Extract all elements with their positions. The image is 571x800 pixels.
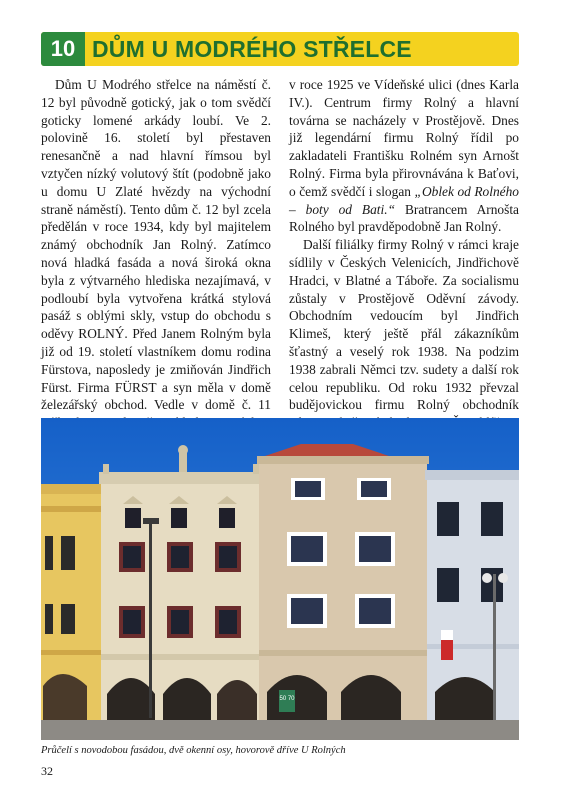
slogan: „Oblek od Rolného – boty od Bati.“	[289, 183, 519, 217]
house-photo	[41, 418, 519, 740]
facade-illustration	[41, 418, 519, 740]
main-house	[257, 444, 429, 720]
paragraph-2-text: v roce 1925 ve Vídeňské ulici (dnes Karla IV.). Centrum firmy Rolný a hlavní továrna se nacházely v Prostějově. Dnes již legendární firmu Rolný řídil po zakladateli Františku Rolném syn Arnošt Rolný. Firma byla přirovnávána k Baťovi, o čemž svědčí i slogan	[289, 77, 519, 199]
paragraph-2	[289, 76, 519, 236]
door-sign: 50 70	[279, 696, 295, 702]
page-number: 32	[41, 764, 53, 778]
body-column-right	[289, 76, 519, 450]
paragraph-3: Další filiálky firmy Rolný v rámci kraje sídlily v Českých Velenicích, Jindřichově Hradci, v Blatné a Táboře. Za socialismu zůstaly v Prostějově Oděvní závody. Obchodním vedoucím byl Jindřich Klimeš, který ještě přál zákazníkům šťastný a veselý rok 1938. Na podzim 1938 zabrali Němci tzv. sudety a další rok celou republiku. Od roku 1932 převzal budějovickou firmu Rolný obchodník	[289, 237, 519, 413]
cream-house	[99, 445, 263, 720]
chapter-number: 10	[41, 32, 85, 66]
paragraph-2-end: Bratrancem Arnošta Rolného byl pravděpodobně Jan Rolný.	[289, 201, 519, 235]
chapter-title: DŮM U MODRÉHO STŘELCE	[92, 36, 412, 62]
pavement	[41, 718, 519, 740]
yellow-house	[41, 484, 105, 720]
paragraph-1: Dům U Modrého střelce na náměstí č. 12 byl původně gotický, jak o tom svědčí goticky lomené arkády loubí. Ve 2. polovině 16. století byl přestaven renesančně a nad hlavní římsou byl vztyčen nízký volutový štít (podobně jako u domu U Zlaté hvězdy na východní straně náměstí). Tento dům č. 12 byl zcela předělán v roce 1934, kdy byl majitelem známý obchodník Jan Rolný. Zatímco nová hladká fasáda a nová široká okna byla z výtvarného hlediska nezajímavá, v podloubí byla vytvořena krátká stylová pasáž s oblými skly, vstup do obchodu s oděvy ROLNÝ. Před Janem Rolným byla již od 19. století vlastníkem domu rodina Fürstova, naposledy je zmiňován Jindřich Fürst. Firma FÜRST a syn měla v domě železářský obchod. Vedle v domě č. 11	[41, 77, 271, 413]
ornate-house	[425, 470, 519, 720]
photo-caption: Průčelí s novodobou fasádou, dvě okenní osy, hovorově dříve U Rolných	[41, 745, 346, 756]
